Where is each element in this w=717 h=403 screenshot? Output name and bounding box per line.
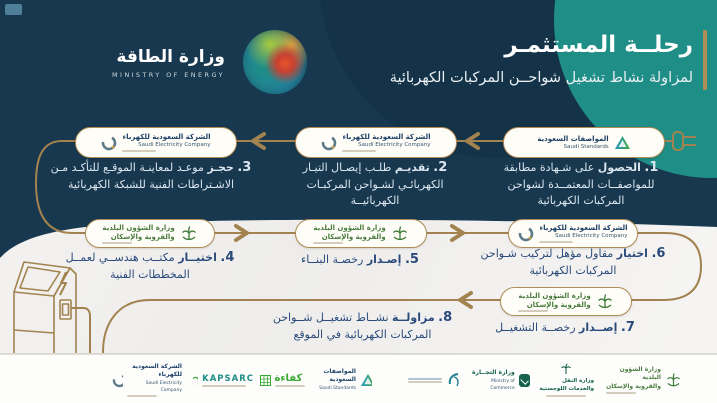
logo-saudi-electricity-company: الشركة السعودية للكهرباء Saudi Electricity Company bbox=[112, 361, 182, 399]
saudi-electricity-logo-icon bbox=[101, 135, 117, 151]
page-header bbox=[390, 30, 707, 90]
step-5-text: 5. إصـدار رخصـة البنــاء bbox=[301, 252, 419, 267]
momrah-name-line1: وزارة الشؤون البلدية bbox=[102, 223, 175, 232]
title-accent-bar bbox=[703, 30, 707, 90]
logo-momrah: وزارة الشؤون البلدية والقروية والإسكان bbox=[606, 361, 680, 399]
energy-globe-icon bbox=[243, 30, 307, 94]
page-title: رحلــة المستثمـر bbox=[504, 32, 693, 58]
saudi-electricity-logo-icon bbox=[321, 135, 337, 151]
momrah-logo-icon bbox=[665, 372, 680, 389]
logo-kapsarc: KAPSARC bbox=[192, 361, 254, 399]
momrah-logo-icon bbox=[180, 225, 198, 243]
step-4-text: 4. اختيــار مكتــب هندســي لعمــل المخططات الفنية bbox=[65, 250, 235, 281]
page-subtitle: لمزاولة نشاط تشغيل شواحــن المركبات الكهربائية bbox=[389, 70, 693, 86]
ministry-name-ar: وزارة الطاقة bbox=[116, 46, 225, 67]
sec-tagline-placeholder bbox=[342, 150, 376, 152]
authority-badge-saudi-electricity bbox=[295, 127, 457, 158]
momrah-logo-icon bbox=[391, 225, 409, 243]
partner-logos-strip bbox=[0, 354, 717, 403]
authority-badge-saudi-standards bbox=[503, 127, 665, 158]
step-3-text: 3. حجـز موعـد لمعاينـة الموقـع للتأكـد مـن الاشـتراطات الفنية للشبكة الكهربائية bbox=[50, 160, 252, 191]
logo-saudi-standards: المواصفات السعودية Saudi Standards bbox=[310, 361, 372, 399]
ministry-of-energy-logo bbox=[112, 30, 307, 94]
step-7-text: 7. إصــدار رخصــة التشغيــل bbox=[495, 320, 635, 335]
logo-kafaa-energy-efficiency: كفاءة bbox=[258, 361, 306, 399]
authority-badge-saudi-electricity: الشركة السعودية للكهرباء Saudi Electricity Company bbox=[75, 127, 237, 158]
saudi-electricity-logo-icon bbox=[112, 373, 123, 388]
momrah-logo-icon bbox=[596, 293, 614, 311]
kafaa-grid-icon bbox=[260, 375, 271, 386]
saudi-electricity-logo-icon bbox=[518, 226, 534, 242]
step-8-text: 8. مزاولــة نشــاط تشغيــل شــواحن المركبات الكهربائية في الموقع bbox=[272, 310, 453, 341]
sec-name-ar: الشركة السعودية للكهرباء bbox=[342, 133, 431, 141]
sec-name-en: Saudi Electricity Company bbox=[358, 142, 431, 148]
saudi-standards-logo-icon bbox=[614, 135, 631, 150]
saso-name-ar: المواصفات السعودية bbox=[537, 134, 609, 143]
step-2-text: 2. تقديـم طلـب إيصـال التيـار الكهربائـي لشـواحن المركبـات الكهربائيــة bbox=[302, 160, 448, 207]
wera-swoosh-icon bbox=[446, 372, 462, 388]
logo-water-electricity-regulatory-authority bbox=[402, 361, 468, 399]
saso-name-en: Saudi Standards bbox=[563, 143, 609, 150]
authority-badge-momrah: وزارة الشؤون البلدية والقروية والإسكان bbox=[500, 287, 632, 316]
kapsarc-palm-icon bbox=[192, 373, 198, 387]
saudi-standards-logo-icon bbox=[360, 373, 372, 387]
saudi-emblem-icon bbox=[519, 374, 530, 387]
ministry-name-en: MINISTRY OF ENERGY bbox=[112, 70, 225, 79]
authority-badge-momrah: وزارة الشؤون البلدية والقروية والإسكان bbox=[295, 219, 427, 248]
transport-emblem-icon bbox=[560, 363, 572, 375]
step-1-text: 1. الحصول على شـهادة مطابقة للمواصفــات المعتمــدة لشواحن المركبات الكهربائية bbox=[503, 160, 659, 207]
authority-badge-saudi-electricity: الشركة السعودية للكهرباء Saudi Electricity Company bbox=[508, 219, 638, 248]
spa-watermark bbox=[5, 4, 22, 15]
authority-badge-momrah bbox=[85, 219, 215, 248]
momrah-name-line2: والقروية والإسكان bbox=[110, 232, 175, 241]
logo-ministry-of-transport: وزارة النقل والخدمات اللوجستية bbox=[538, 361, 594, 399]
step-6-text: 6. اختيار مقاول مؤهل لتركيب شـواحن المركبات الكهربائية bbox=[480, 246, 666, 277]
logo-ministry-of-commerce: وزارة التجــارة Ministry of Commerce bbox=[472, 361, 530, 399]
